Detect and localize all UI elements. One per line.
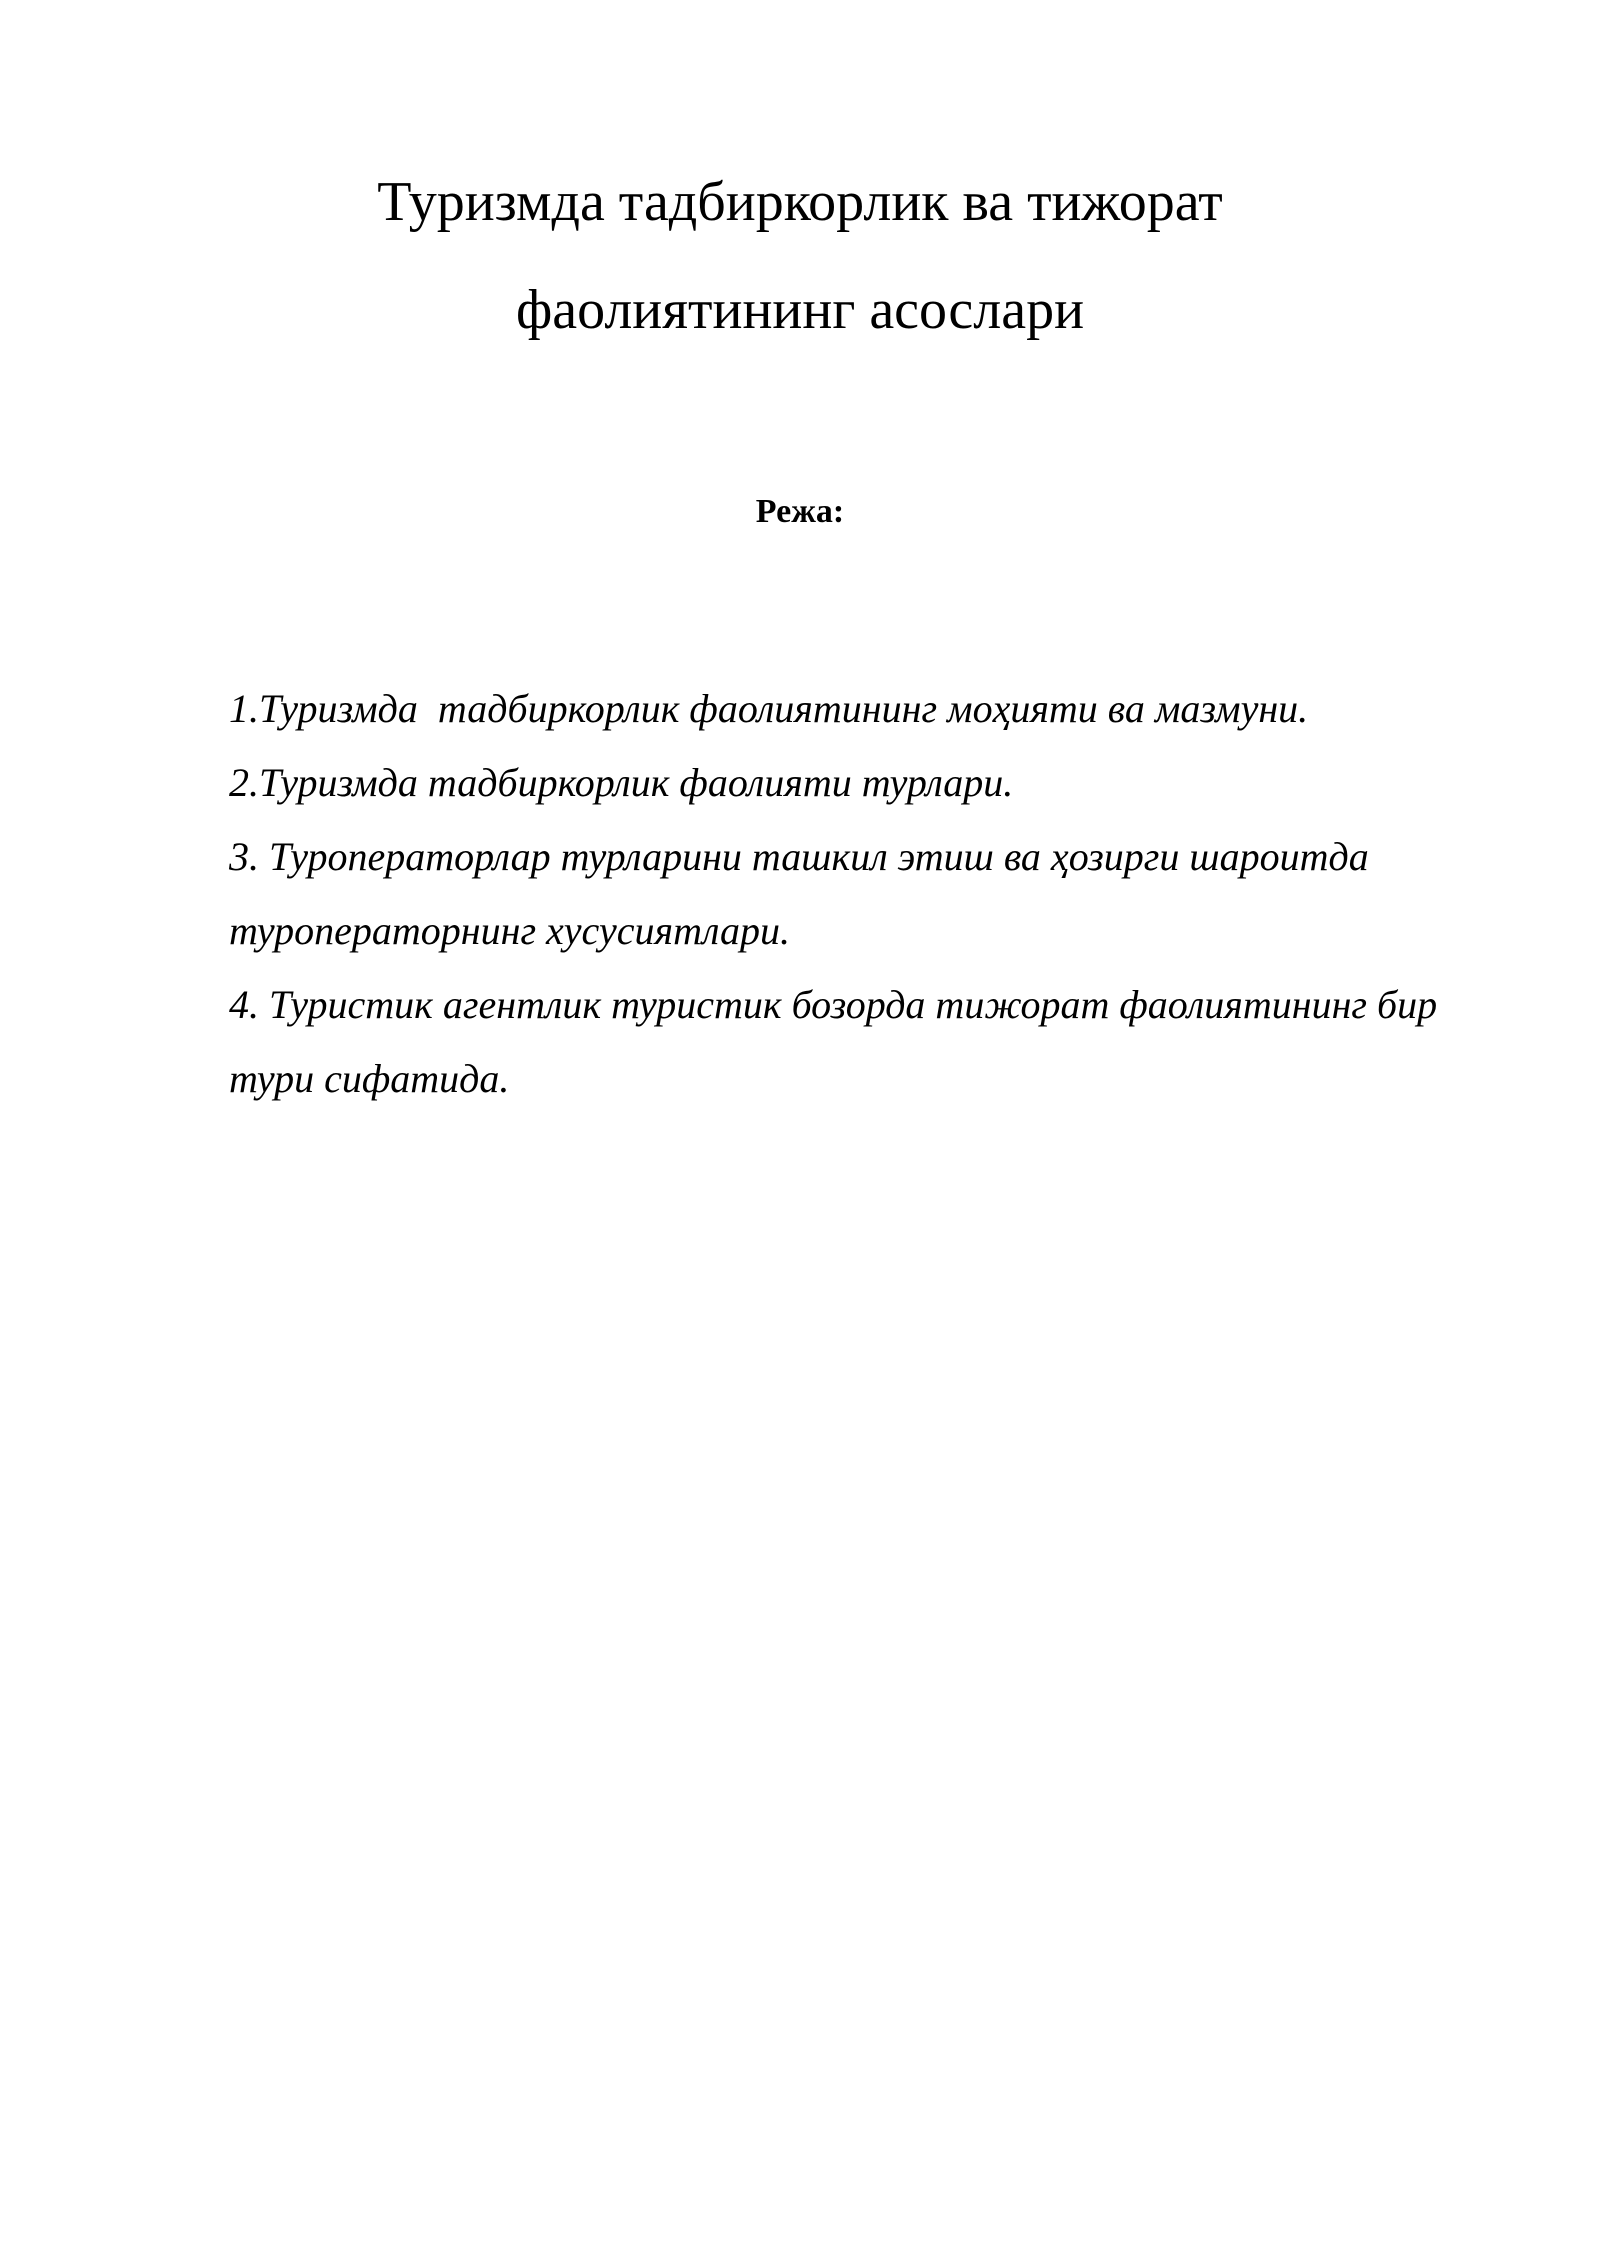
plan-heading: Режа: bbox=[755, 493, 845, 530]
document-title-line-1: Туризмда тадбиркорлик ва тижорат bbox=[377, 171, 1223, 233]
plan-item-2: 2.Туризмда тадбиркорлик фаолияти турлари. bbox=[229, 760, 1014, 805]
plan-list bbox=[229, 672, 1469, 1116]
document-title bbox=[0, 148, 1600, 364]
plan-item-4: 4. Туристик агентлик туристик бозорда тижорат фаолиятининг бир тури сифатида. bbox=[229, 982, 1448, 1101]
plan-item-1: 1.Туризмда тадбиркорлик фаолиятининг моҳияти ва мазмуни. bbox=[229, 686, 1309, 731]
plan-item-3: 3. Туроператорлар турларини ташкил этиш ва ҳозирги шароитда туроператорнинг хусусиятлари. bbox=[229, 834, 1379, 953]
document-title-line-2: фаолиятининг асослари bbox=[515, 279, 1085, 341]
